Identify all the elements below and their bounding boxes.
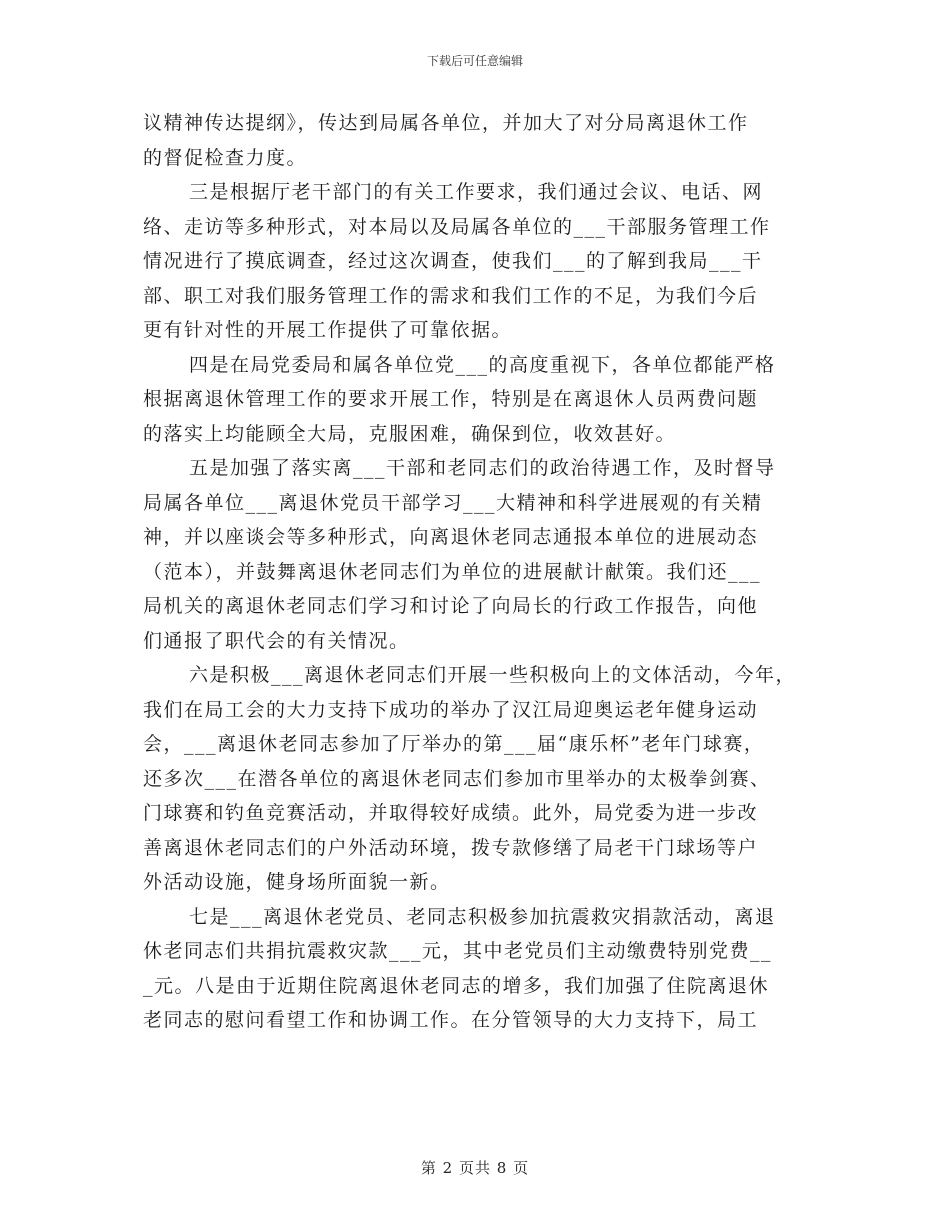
text-line: 神，并以座谈会等多种形式，向离退休老同志通报本单位的进展动态 (143, 526, 759, 548)
text-line: 门球赛和钓鱼竞赛活动，并取得较好成绩。此外，局党委为进一步改 (143, 802, 759, 824)
text-line: 部、职工对我们服务管理工作的需求和我们工作的不足，为我们今后 (143, 284, 759, 307)
text-line: 善离退休老同志们的户外活动环境，拨专款修缮了局老干门球场等户 (143, 836, 759, 859)
text-line: 局属各单位___离退休党员干部学习___大精神和科学进展观的有关精 (143, 491, 763, 514)
text-line: （范本），并鼓舞离退休老同志们为单位的进展献计献策。我们还___ (143, 560, 762, 583)
text-line: 还多次___在潜各单位的离退休老同志们参加市里举办的太极拳剑赛、 (143, 767, 771, 790)
text-line: 休老同志们共捐抗震救灾款___元，其中老党员们主动缴费特别党费__ (143, 940, 773, 962)
paragraph-start-line: 三是根据厅老干部门的有关工作要求，我们通过会议、电话、网 (189, 181, 764, 203)
text-line: 络、走访等多种形式，对本局以及局属各单位的___干部服务管理工作 (143, 215, 771, 238)
text-line: 根据离退休管理工作的要求开展工作，特别是在离退休人员两费问题 (143, 388, 759, 410)
text-line: 我们在局工会的大力支持下成功的举办了汉江局迎奥运老年健身运动 (143, 698, 759, 721)
text-line: 们通报了职代会的有关情况。 (143, 629, 410, 652)
paragraph-start-line: 五是加强了落实离___干部和老同志们的政治待遇工作，及时督导 (189, 457, 776, 479)
text-line: _元。八是由于近期住院离退休老同志的增多，我们加强了住院离退休 (143, 974, 770, 997)
text-line: 老同志的慰问看望工作和协调工作。在分管领导的大力支持下，局工 (143, 1009, 759, 1031)
document-body (143, 106, 813, 1038)
text-line: 议精神传达提纲》，传达到局属各单位，并加大了对分局离退休工作 (143, 112, 749, 134)
paragraph-start-line: 七是___离退休老党员、老同志积极参加抗震救灾捐款活动，离退 (189, 905, 776, 928)
text-line: 会，___离退休老同志参加了厅举办的第___届“康乐杯”老年门球赛， (143, 733, 765, 755)
text-line: 情况进行了摸底调查，经过这次调查，使我们___的了解到我局___干 (143, 250, 763, 272)
paragraph-start-line: 六是积极___离退休老同志们开展一些积极向上的文体活动，今年， (189, 664, 797, 686)
text-line: 外活动设施，健身场所面貌一新。 (143, 871, 451, 893)
text-line: 的督促检查力度。 (143, 146, 308, 169)
paragraph-start-line: 四是在局党委局和属各单位党___的高度重视下，各单位都能严格 (189, 353, 776, 376)
page-header-note: 下载后可任意编辑 (426, 54, 523, 68)
page-number: 第 2 页共 8 页 (420, 1159, 530, 1177)
text-line: 局机关的离退休老同志们学习和讨论了向局长的行政工作报告，向他 (143, 595, 759, 617)
text-line: 的落实上均能顾全大局，克服困难，确保到位，收效甚好。 (143, 422, 677, 445)
text-line: 更有针对性的开展工作提供了可靠依据。 (143, 319, 513, 341)
